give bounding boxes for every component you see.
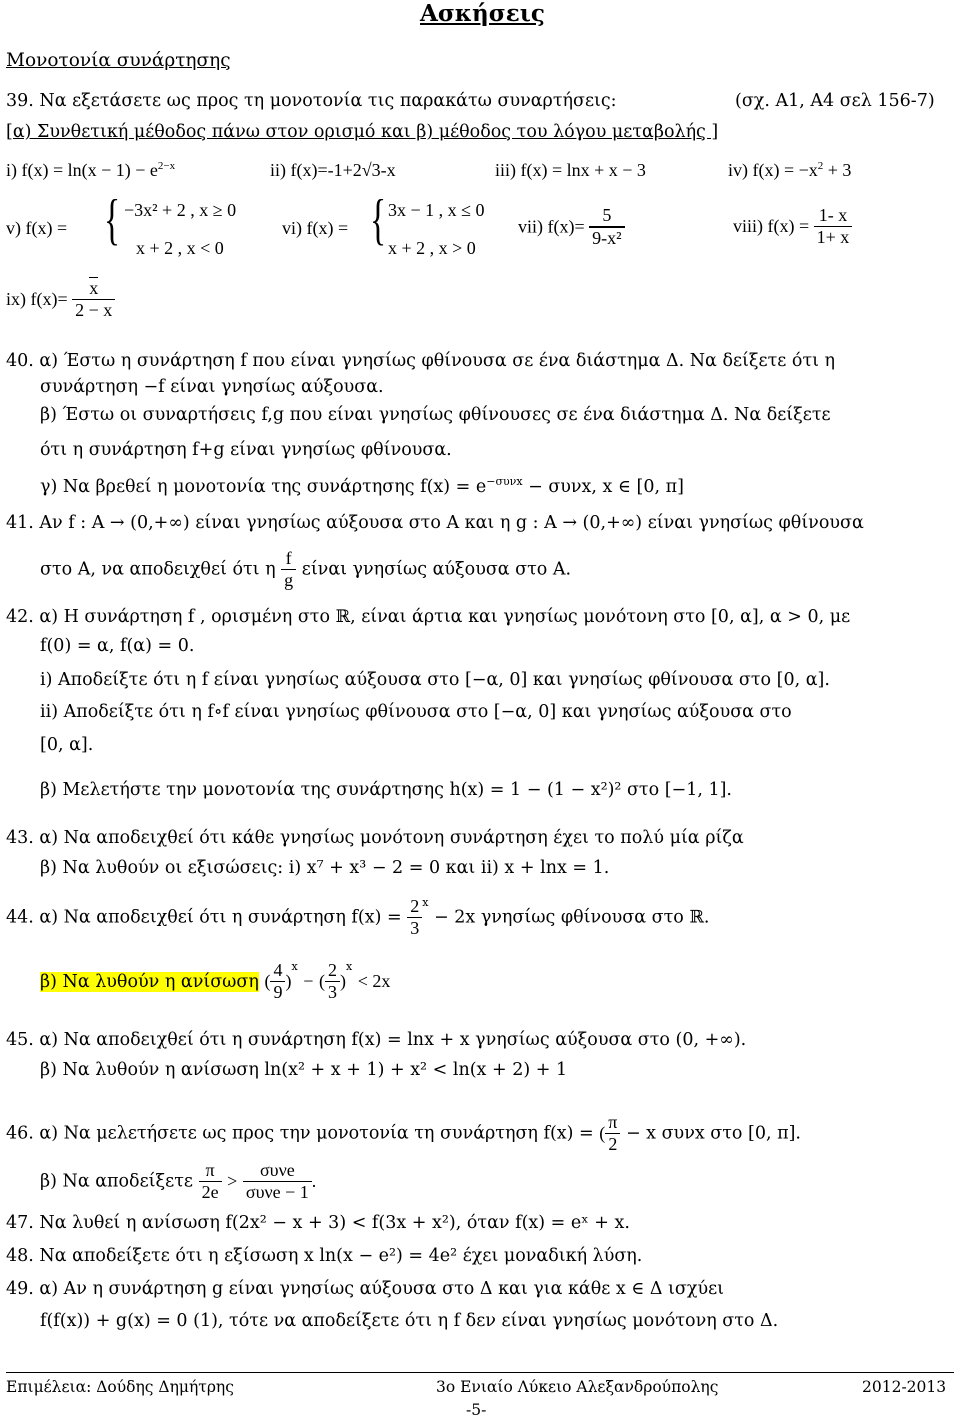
ex40-c: γ) Να βρεθεί η μονοτονία της συνάρτησης $f(x) = e^{-\sigma\upsilon\nu x} - \sigma\upsilon\nu x$, x ∈ [0, π] (40, 475, 684, 497)
ex39-v-brace: { (104, 189, 121, 251)
ex42-ii-line1: ii) Αποδείξτε ότι η f∘f είναι γνησίως φθίνουσα στο [−α, 0] και γνησίως αύξουσα στο (40, 702, 792, 722)
ex40-b-line1: β) Έστω οι συναρτήσεις f,g που είναι γνησίως φθίνουσες σε ένα διάστημα Δ. Να δείξετε (40, 405, 831, 425)
ex39-i: i) $f(x) = \ln(x - 1) - e^{2-x}$ (6, 160, 176, 180)
ex39-vi-brace: { (370, 189, 387, 251)
ex41-line2: στο Α, να αποδειχθεί ότι η $\frac{f}{g}$ είναι γνησίως αύξουσα στο Α. (40, 548, 572, 590)
ex39-line2: [α) Συνθετική μέθοδος πάνω στον ορισμό και β) μέθοδος του λόγου μεταβολής ] (6, 122, 719, 142)
ex42-a-line2: f(0) = α, f(α) = 0. (40, 636, 195, 656)
ex42-ii-line2: [0, α]. (40, 735, 94, 755)
ex44-a: 44. α) Να αποδειχθεί ότι η συνάρτηση f(x) = $\frac{2}{3}$ $^x$ − 2x γνησίως φθίνουσα στο ℝ. (6, 896, 710, 938)
ex39-ii: ii) f(x)=-1+2√3-x (270, 160, 396, 180)
ex46-a: 46. α) Να μελετήσετε ως προς την μονοτονία τη συνάρτηση f(x) = ( $\frac{\pi}{2}$ − x συνx στο [0, π]. (6, 1112, 801, 1154)
ex48: 48. Να αποδείξετε ότι η εξίσωση x ln(x − e²) = 4e² έχει μοναδική λύση. (6, 1246, 643, 1266)
ex39-text: 39. Να εξετάσετε ως προς τη μονοτονία τις παρακάτω συναρτήσεις: (6, 91, 617, 111)
ex39-v-bottom: x + 2 , x < 0 (136, 238, 224, 258)
ex39-ref: (σχ. Α1, Α4 σελ 156-7) (735, 91, 935, 111)
footer-author: Επιμέλεια: Δούδης Δημήτρης (6, 1378, 234, 1396)
ex49-line2: f(f(x)) + g(x) = 0 (1), τότε να αποδείξετε ότι η f δεν είναι γνησίως μονότονη στο Δ. (40, 1311, 779, 1331)
ex39-viii: viii) f(x) = $\frac{1- x}{1+ x}$ (733, 205, 852, 248)
ex39-vi-top: 3x − 1 , x ≤ 0 (388, 200, 485, 220)
ex39-v-label: v) f(x) = (6, 218, 68, 238)
ex39-vi-label: vi) f(x) = (282, 218, 349, 238)
ex44-b: β) Να λυθούν η ανίσωση ( $\frac{4}{9}$ )$^x$ − ( $\frac{2}{3}$ )$^x$ < 2x (40, 960, 391, 1002)
ex45-b: β) Να λυθούν η ανίσωση ln(x² + x + 1) + x² < ln(x + 2) + 1 (40, 1060, 568, 1080)
ex39-v-top: −3x² + 2 , x ≥ 0 (124, 200, 237, 220)
footer-school: 3ο Ενιαίο Λύκειο Αλεξανδρούπολης (436, 1378, 719, 1396)
ex43-a: 43. α) Να αποδειχθεί ότι κάθε γνησίως μονότονη συνάρτηση έχει το πολύ μία ρίζα (6, 828, 744, 848)
ex40-b-line2: ότι η συνάρτηση f+g είναι γνησίως φθίνουσα. (40, 440, 452, 460)
ex49-line1: 49. α) Αν η συνάρτηση g είναι γνησίως αύξουσα στο Δ και για κάθε x ∈ Δ ισχύει (6, 1279, 725, 1299)
ex46-b: β) Να αποδείξετε $\frac{\pi}{2e}$ > $\frac{\text{συνe}}{\text{συνe − 1}}$ . (40, 1160, 317, 1202)
page-title: Ασκήσεις (420, 0, 545, 27)
ex39-vi-bottom: x + 2 , x > 0 (388, 238, 476, 258)
ex39-iv: iv) $f(x) = -x^2 + 3$ (728, 160, 852, 180)
ex42-b: β) Μελετήστε την μονοτονία της συνάρτησης h(x) = 1 − (1 − x²)² στο [−1, 1]. (40, 780, 732, 800)
ex42-a-line1: 42. α) Η συνάρτηση f , ορισμένη στο ℝ, είναι άρτια και γνησίως μονότονη στο [0, α], α > 0, με (6, 607, 851, 627)
ex41-line1: 41. Αν f : A → (0,+∞) είναι γνησίως αύξουσα στο A και η g : A → (0,+∞) είναι γνησίως φθίνουσα (6, 513, 864, 533)
footer-divider (6, 1372, 954, 1373)
ex45-a: 45. α) Να αποδειχθεί ότι η συνάρτηση f(x) = lnx + x γνησίως αύξουσα στο (0, +∞). (6, 1030, 747, 1050)
ex39-vii: vii) f(x)= $\frac{5}{\text{9-x²}}$ (518, 205, 625, 249)
page-number: -5- (466, 1401, 487, 1419)
ex40-a-line2: συνάρτηση −f είναι γνησίως αύξουσα. (40, 377, 384, 397)
ex39-iii: iii) f(x) = lnx + x − 3 (495, 160, 646, 180)
ex42-i: i) Αποδείξτε ότι η f είναι γνησίως αύξουσα στο [−α, 0] και γνησίως φθίνουσα στο [0, α]. (40, 670, 830, 690)
ex40-a-line1: 40. α) Έστω η συνάρτηση f που είναι γνησίως φθίνουσα σε ένα διάστημα Δ. Να δείξετε ότι η (6, 351, 836, 371)
footer-year: 2012-2013 (862, 1378, 947, 1396)
section-heading: Μονοτονία συνάρτησης (6, 50, 231, 71)
ex43-b: β) Να λυθούν οι εξισώσεις: i) x⁷ + x³ − 2 = 0 και ii) x + lnx = 1. (40, 858, 610, 878)
ex39-ix: ix) f(x)= $\frac{x}{2 - x}$ (6, 278, 115, 321)
ex47: 47. Να λυθεί η ανίσωση f(2x² − x + 3) < f(3x + x²), όταν f(x) = eˣ + x. (6, 1213, 630, 1233)
